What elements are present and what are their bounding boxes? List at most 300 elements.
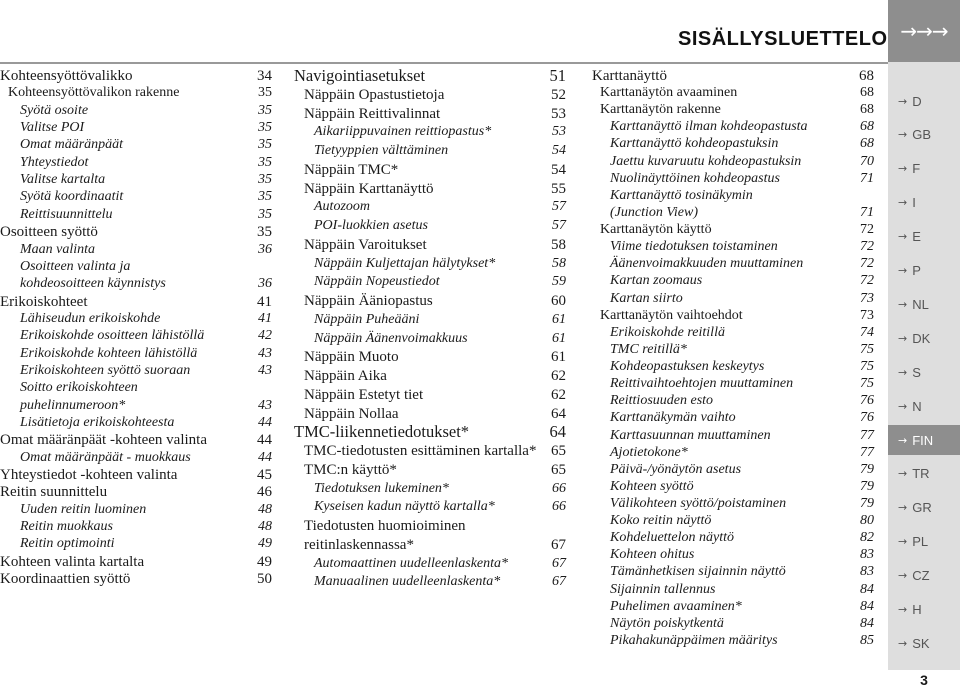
toc-entry[interactable]	[20, 519, 272, 535]
toc-entry-label: Kohteensyöttövalikon rakenne	[8, 85, 180, 101]
toc-entry-page: 64	[551, 405, 566, 422]
page-title: SISÄLLYSLUETTELO	[678, 28, 888, 50]
toc-entry-label: Näppäin Karttanäyttö	[304, 180, 434, 197]
toc-entry-label: Näppäin Muoto	[304, 349, 399, 366]
toc-entry-page: 68	[860, 119, 874, 135]
toc-entry-page: 36	[258, 276, 272, 292]
language-code: H	[912, 602, 922, 617]
toc-entry-label: Näppäin Reittivalinnat	[304, 105, 441, 122]
toc-entry[interactable]	[610, 325, 874, 341]
toc-entry-label: TMC-tiedotusten esittäminen kartalla*	[304, 443, 537, 459]
toc-entry[interactable]	[0, 484, 272, 500]
toc-entry-page: 35	[258, 189, 272, 205]
toc-entry[interactable]	[20, 137, 272, 153]
toc-entry-label: Ajotietokone*	[610, 444, 688, 460]
toc-entry[interactable]	[20, 259, 272, 275]
toc-entry[interactable]	[20, 207, 272, 223]
toc-entry-label: Erikoiskohteet	[0, 293, 88, 310]
toc-entry[interactable]	[314, 312, 566, 328]
toc-entry-page: 75	[860, 359, 874, 375]
toc-entry-page: 61	[551, 349, 566, 366]
language-code: SK	[912, 635, 930, 651]
toc-entry[interactable]	[20, 450, 272, 466]
language-code: DK	[912, 330, 931, 346]
toc-entry[interactable]	[20, 120, 272, 136]
toc-entry[interactable]	[610, 188, 874, 204]
language-tab-n[interactable]	[888, 391, 960, 421]
forward-arrows-icon[interactable]: →→→	[888, 0, 960, 62]
language-code: FIN	[912, 432, 934, 448]
toc-entry[interactable]	[304, 106, 566, 122]
toc-entry[interactable]	[314, 218, 566, 234]
toc-entry-label: Lähiseudun erikoiskohde	[20, 310, 161, 326]
toc-entry-page: 61	[552, 330, 566, 346]
toc-entry[interactable]	[314, 274, 566, 290]
toc-entry-label: Reitin suunnittelu	[0, 484, 108, 501]
toc-entry-page: 35	[257, 224, 272, 241]
arrow-right-icon: →	[898, 467, 908, 481]
language-tab-s[interactable]	[888, 357, 960, 387]
toc-entry-page: 85	[860, 632, 874, 648]
toc-entry-page: 36	[258, 241, 272, 257]
language-code: GB	[912, 127, 932, 143]
toc-entry-page: 66	[552, 499, 566, 515]
language-code: PL	[912, 534, 929, 550]
toc-entry[interactable]	[20, 363, 272, 379]
toc-entry-label: Karttanäytön käyttö	[600, 222, 712, 238]
toc-entry-label: Osoitteen syöttö	[0, 224, 98, 241]
language-tab-sk[interactable]	[888, 628, 960, 658]
toc-entry-page: 53	[551, 105, 566, 122]
toc-entry-page: 68	[860, 136, 874, 152]
language-code: GR	[912, 500, 932, 516]
toc-entry-label: Kohdeopastuksen keskeytys	[610, 359, 765, 375]
toc-entry-label: Sijainnin tallennus	[610, 581, 716, 597]
toc-entry[interactable]	[0, 554, 272, 570]
toc-entry[interactable]	[314, 499, 566, 515]
language-code: TR	[912, 466, 930, 482]
toc-entry[interactable]	[0, 571, 272, 587]
toc-entry-label: Kohteensyöttövalikko	[0, 68, 133, 84]
toc-entry-page: 34	[257, 68, 272, 84]
toc-entry[interactable]	[610, 273, 874, 289]
arrow-right-icon: →	[898, 433, 908, 447]
toc-entry-page: 51	[549, 66, 566, 85]
arrow-right-icon: →	[898, 94, 908, 108]
arrow-right-icon: →	[898, 331, 908, 345]
language-code: D	[912, 93, 922, 109]
toc-entry[interactable]	[304, 368, 566, 384]
toc-entry-page: 35	[258, 120, 272, 136]
toc-entry[interactable]	[610, 582, 874, 598]
toc-entry-page: 35	[258, 154, 272, 170]
toc-entry[interactable]	[610, 136, 874, 152]
toc-entry[interactable]	[304, 181, 566, 197]
language-tab-h[interactable]	[888, 595, 960, 625]
language-tab-e[interactable]	[888, 222, 960, 252]
toc-entry[interactable]	[20, 328, 272, 344]
toc-entry-label: Tietyyppien välttäminen	[314, 143, 449, 158]
toc-entry-label: Viime tiedotuksen toistaminen	[610, 239, 778, 255]
toc-entry-page: 83	[860, 564, 874, 580]
toc-entry[interactable]	[304, 387, 566, 403]
toc-entry[interactable]	[610, 171, 874, 187]
toc-entry-page: 45	[257, 467, 272, 484]
toc-entry-label: Lisätietoja erikoiskohteesta	[20, 415, 175, 430]
toc-entry[interactable]	[610, 513, 874, 529]
toc-entry-page: 35	[258, 137, 272, 153]
toc-entry-label: TMC:n käyttö*	[304, 461, 397, 478]
toc-entry[interactable]	[610, 530, 874, 546]
toc-entry-page: 74	[860, 324, 874, 340]
toc-entry[interactable]	[0, 432, 272, 448]
toc-entry-label: puhelinnumeroon*	[20, 397, 126, 413]
arrow-right-icon: →	[898, 162, 908, 176]
toc-entry-page: 68	[860, 85, 874, 101]
toc-entry[interactable]	[600, 102, 874, 118]
toc-entry-page: 55	[551, 180, 566, 197]
toc-entry-page: 84	[860, 615, 874, 631]
toc-entry-label: Näppäin Kuljettajan hälytykset*	[314, 255, 496, 271]
toc-entry-page: 53	[552, 124, 566, 140]
toc-entry-label: Maan valinta	[20, 241, 96, 257]
toc-entry[interactable]	[304, 462, 566, 478]
toc-entry-page: 71	[860, 170, 874, 186]
toc-entry[interactable]	[314, 481, 566, 497]
toc-entry-label: Yhteystiedot	[20, 154, 89, 170]
toc-entry-page: 35	[258, 102, 272, 118]
toc-entry-page: 48	[258, 501, 272, 517]
toc-entry-label: TMC-liikennetiedotukset*	[294, 422, 470, 442]
toc-entry[interactable]	[20, 276, 272, 292]
toc-entry-page: 73	[860, 290, 874, 306]
toc-entry-label: Kohteen ohitus	[610, 547, 695, 563]
toc-entry[interactable]	[610, 393, 874, 409]
toc-entry[interactable]	[610, 256, 874, 272]
toc-entry-label: Välikohteen syöttö/poistaminen	[610, 496, 787, 511]
toc-entry-label: Karttasuunnan muuttaminen	[610, 427, 771, 443]
arrow-right-icon: →	[898, 365, 908, 379]
toc-entry[interactable]	[314, 574, 566, 590]
language-code: S	[912, 364, 921, 380]
toc-entry[interactable]	[314, 199, 566, 215]
toc-entry-page: 83	[860, 547, 874, 563]
toc-entry-page: 48	[258, 519, 272, 535]
toc-entry-label: Karttanäyttö tosinäkymin	[610, 187, 753, 203]
toc-entry-page: 44	[258, 415, 272, 430]
toc-entry-label: Tämänhetkisen sijainnin näyttö	[610, 564, 786, 580]
language-tab-i[interactable]	[888, 188, 960, 218]
toc-entry-label: Näppäin TMC*	[304, 161, 399, 178]
arrow-right-icon: →	[898, 196, 908, 210]
language-tab-p[interactable]	[888, 256, 960, 286]
toc-entry-label: Näppäin Ääniopastus	[304, 293, 433, 309]
toc-entry[interactable]	[304, 406, 566, 422]
toc-entry-page: 42	[258, 328, 272, 344]
page-number: 3	[920, 672, 928, 688]
toc-entry-label: reitinlaskennassa*	[304, 536, 414, 553]
toc-entry-label: Omat määränpäät -kohteen valinta	[0, 432, 207, 449]
toc-entry[interactable]	[610, 205, 874, 221]
toc-entry-page: 73	[860, 307, 874, 323]
arrow-right-icon: →	[898, 399, 908, 413]
toc-entry-label: Reittiosuuden esto	[610, 393, 714, 409]
toc-entry-label: TMC reitillä*	[610, 341, 687, 357]
toc-entry[interactable]	[294, 424, 566, 440]
toc-entry[interactable]	[0, 294, 272, 310]
toc-entry-page: 58	[551, 236, 566, 253]
language-tab-gr[interactable]	[888, 493, 960, 523]
toc-entry[interactable]	[600, 308, 874, 324]
toc-entry[interactable]	[304, 518, 566, 534]
toc-entry[interactable]	[610, 599, 874, 615]
toc-entry-page: 43	[258, 345, 272, 361]
toc-entry[interactable]	[314, 256, 566, 272]
language-code: P	[912, 263, 921, 278]
toc-entry[interactable]	[20, 380, 272, 396]
toc-entry-page: 59	[552, 274, 566, 290]
toc-entry-page: 68	[859, 68, 874, 84]
arrow-right-icon: →	[898, 297, 908, 311]
toc-entry-label: Erikoiskohteen syöttö suoraan	[20, 362, 191, 378]
toc-entry[interactable]	[610, 359, 874, 375]
toc-entry[interactable]	[314, 331, 566, 347]
toc-entry[interactable]	[20, 502, 272, 518]
toc-entry[interactable]	[314, 143, 566, 159]
toc-entry[interactable]	[304, 293, 566, 309]
arrow-right-icon: →	[898, 230, 908, 244]
toc-entry-page: 76	[860, 393, 874, 409]
toc-entry-label: Navigointiasetukset	[294, 66, 426, 85]
language-code: I	[912, 195, 916, 211]
toc-entry-page: 84	[860, 598, 874, 614]
toc-entry-label: Osoitteen valinta ja	[20, 258, 131, 274]
toc-entry-label: Uuden reitin luominen	[20, 501, 147, 517]
toc-entry-label: Karttanäkymän vaihto	[610, 410, 736, 426]
toc-entry[interactable]	[610, 445, 874, 461]
language-code: CZ	[912, 568, 930, 584]
toc-entry-label: Karttanäyttö ilman kohdeopastusta	[610, 119, 808, 135]
toc-entry[interactable]	[314, 124, 566, 140]
toc-entry[interactable]	[304, 162, 566, 178]
toc-entry-page: 35	[258, 85, 272, 101]
toc-entry[interactable]	[8, 85, 272, 101]
toc-entry-page: 79	[860, 478, 874, 494]
toc-entry[interactable]	[610, 479, 874, 495]
toc-entry-page: 75	[860, 376, 874, 392]
toc-entry-label: Äänenvoimakkuuden muuttaminen	[610, 256, 804, 272]
toc-entry-label: Autozoom	[314, 199, 370, 215]
toc-entry-label: Syötä koordinaatit	[20, 189, 124, 205]
toc-entry[interactable]	[610, 342, 874, 358]
toc-entry-page: 64	[549, 422, 566, 442]
arrow-right-icon: →	[898, 603, 908, 616]
toc-entry-label: Omat määränpäät	[20, 137, 124, 153]
toc-entry-label: Näppäin Opastustietoja	[304, 86, 445, 103]
toc-entry-page: 62	[551, 386, 566, 403]
language-tab-fin[interactable]	[888, 425, 960, 455]
toc-entry-page: 72	[860, 256, 874, 272]
language-tab-gb[interactable]	[888, 120, 960, 150]
toc-entry-label: Kohteen syöttö	[610, 478, 694, 494]
toc-entry-label: Karttanäytön avaaminen	[600, 85, 738, 101]
toc-entry[interactable]	[314, 556, 566, 572]
toc-entry-page: 65	[551, 461, 566, 478]
toc-entry-page: 61	[552, 311, 566, 327]
toc-entry-label: Automaattinen uudelleenlaskenta*	[314, 555, 509, 571]
toc-entry-page: 72	[860, 222, 874, 238]
toc-entry[interactable]	[304, 349, 566, 365]
toc-entry-page: 84	[860, 581, 874, 597]
toc-entry-page: 77	[860, 444, 874, 460]
toc-entry-page: 41	[257, 293, 272, 310]
toc-entry-label: Syötä osoite	[20, 102, 89, 118]
toc-entry[interactable]	[304, 443, 566, 459]
toc-entry-label: Valitse kartalta	[20, 172, 106, 188]
toc-entry-page: 77	[860, 427, 874, 443]
toc-entry-label: Näppäin Varoitukset	[304, 236, 427, 253]
toc-entry-label: Erikoiskohde kohteen lähistöllä	[20, 345, 198, 361]
header-rule	[0, 62, 888, 64]
toc-entry[interactable]	[610, 496, 874, 512]
toc-entry-page: 65	[551, 443, 566, 459]
toc-entry[interactable]	[20, 172, 272, 188]
toc-entry-label: kohdeosoitteen käynnistys	[20, 276, 166, 292]
language-code: F	[912, 161, 921, 177]
toc-entry-page: 71	[860, 204, 874, 220]
toc-entry-page: 57	[552, 199, 566, 215]
toc-entry[interactable]	[610, 410, 874, 426]
language-tab-nl[interactable]	[888, 289, 960, 319]
toc-entry-label: Reittisuunnittelu	[20, 206, 113, 222]
toc-entry[interactable]	[20, 155, 272, 171]
toc-entry-label: Näppäin Estetyt tiet	[304, 386, 424, 403]
language-code: N	[912, 398, 922, 414]
language-tab-cz[interactable]	[888, 561, 960, 591]
toc-entry-label: Aikariippuvainen reittiopastus*	[314, 124, 492, 140]
toc-entry-label: Nuolinäyttöinen kohdeopastus	[610, 170, 780, 186]
toc-entry[interactable]	[592, 68, 874, 84]
toc-entry[interactable]	[20, 415, 272, 431]
toc-entry-label: Koko reitin näyttö	[610, 513, 712, 529]
toc-entry[interactable]	[304, 537, 566, 553]
toc-entry-label: Näytön poiskytkentä	[610, 615, 724, 631]
toc-entry-label: Kartan zoomaus	[610, 273, 703, 289]
toc-entry-label: Päivä-/yönäytön asetus	[610, 461, 742, 477]
arrow-right-icon: →	[898, 264, 908, 277]
arrow-right-icon: →	[898, 128, 908, 142]
toc-entry[interactable]	[20, 346, 272, 362]
toc-entry-label: Soitto erikoiskohteen	[20, 380, 138, 396]
toc-entry-label: Omat määränpäät - muokkaus	[20, 449, 191, 465]
toc-entry-label: Manuaalinen uudelleenlaskenta*	[314, 574, 501, 590]
toc-entry-page: 52	[551, 86, 566, 103]
toc-entry-page: 79	[860, 496, 874, 511]
toc-entry-page: 35	[258, 206, 272, 222]
toc-entry-page: 76	[860, 410, 874, 426]
toc-entry-label: Erikoiskohde reitillä	[610, 324, 725, 340]
toc-entry-label: Näppäin Nopeustiedot	[314, 274, 440, 290]
toc-entry-label: Karttanäytön vaihtoehdot	[600, 307, 743, 323]
toc-entry-page: 72	[860, 239, 874, 255]
toc-entry[interactable]	[20, 311, 272, 327]
toc-entry[interactable]	[610, 376, 874, 392]
toc-entry[interactable]	[20, 242, 272, 258]
toc-entry-label: Reitin muokkaus	[20, 519, 113, 535]
toc-entry[interactable]	[20, 103, 272, 119]
toc-entry-label: Reitin optimointi	[20, 536, 115, 552]
language-tab-d[interactable]	[888, 86, 960, 116]
toc-entry[interactable]	[610, 547, 874, 563]
toc-entry[interactable]	[304, 237, 566, 253]
toc-entry[interactable]	[20, 398, 272, 414]
toc-entry[interactable]	[600, 85, 874, 101]
toc-entry-page: 49	[257, 553, 272, 570]
toc-entry[interactable]	[0, 467, 272, 483]
toc-entry[interactable]	[20, 536, 272, 552]
toc-entry[interactable]	[610, 633, 874, 649]
toc-entry-page: 54	[551, 161, 566, 178]
toc-entry-label: Näppäin Puheääni	[314, 311, 420, 327]
language-tab-dk[interactable]	[888, 323, 960, 353]
language-code: E	[912, 229, 921, 245]
toc-entry[interactable]	[0, 224, 272, 240]
toc-entry[interactable]	[610, 119, 874, 135]
toc-entry-label: Tiedotuksen lukeminen*	[314, 480, 449, 496]
toc-entry-label: Yhteystiedot -kohteen valinta	[0, 467, 178, 484]
toc-entry[interactable]	[304, 87, 566, 103]
toc-entry[interactable]	[600, 222, 874, 238]
toc-entry[interactable]	[0, 68, 272, 84]
toc-entry-page: 54	[552, 143, 566, 158]
language-tab-f[interactable]	[888, 154, 960, 184]
language-tab-pl[interactable]	[888, 527, 960, 557]
toc-entry[interactable]	[610, 428, 874, 444]
toc-entry[interactable]	[294, 68, 566, 84]
toc-entry-page: 46	[257, 484, 272, 501]
toc-entry[interactable]	[610, 154, 874, 170]
toc-entry[interactable]	[20, 189, 272, 205]
arrow-right-icon: →	[898, 569, 908, 583]
toc-entry-label: Jaettu kuvaruutu kohdeopastuksin	[610, 153, 802, 169]
toc-entry-label: Erikoiskohde osoitteen lähistöllä	[20, 328, 205, 344]
toc-entry[interactable]	[610, 291, 874, 307]
toc-entry-page: 79	[860, 461, 874, 477]
toc-entry-page: 67	[551, 536, 566, 553]
toc-entry-page: 70	[860, 153, 874, 169]
toc-entry-label: POI-luokkien asetus	[314, 218, 428, 233]
toc-entry-page: 68	[860, 102, 874, 118]
toc-entry-label: Puhelimen avaaminen*	[610, 598, 742, 614]
toc-entry-label: (Junction View)	[610, 204, 698, 220]
toc-entry-page: 80	[860, 513, 874, 529]
language-tab-tr[interactable]	[888, 459, 960, 489]
toc-entry-label: Karttanäytön rakenne	[600, 102, 721, 118]
toc-entry-page: 43	[258, 362, 272, 378]
arrow-right-icon: →	[898, 535, 908, 549]
toc-entry[interactable]	[610, 564, 874, 580]
toc-entry-page: 62	[551, 368, 566, 384]
toc-entry-label: Näppäin Äänenvoimakkuus	[314, 330, 468, 346]
toc-entry[interactable]	[610, 616, 874, 632]
toc-entry[interactable]	[610, 239, 874, 255]
toc-entry-page: 44	[258, 449, 272, 465]
toc-entry[interactable]	[610, 462, 874, 478]
toc-entry-page: 50	[257, 571, 272, 588]
toc-entry-label: Valitse POI	[20, 120, 85, 136]
toc-entry-label: Kartan siirto	[610, 290, 683, 306]
language-code: NL	[912, 296, 929, 312]
